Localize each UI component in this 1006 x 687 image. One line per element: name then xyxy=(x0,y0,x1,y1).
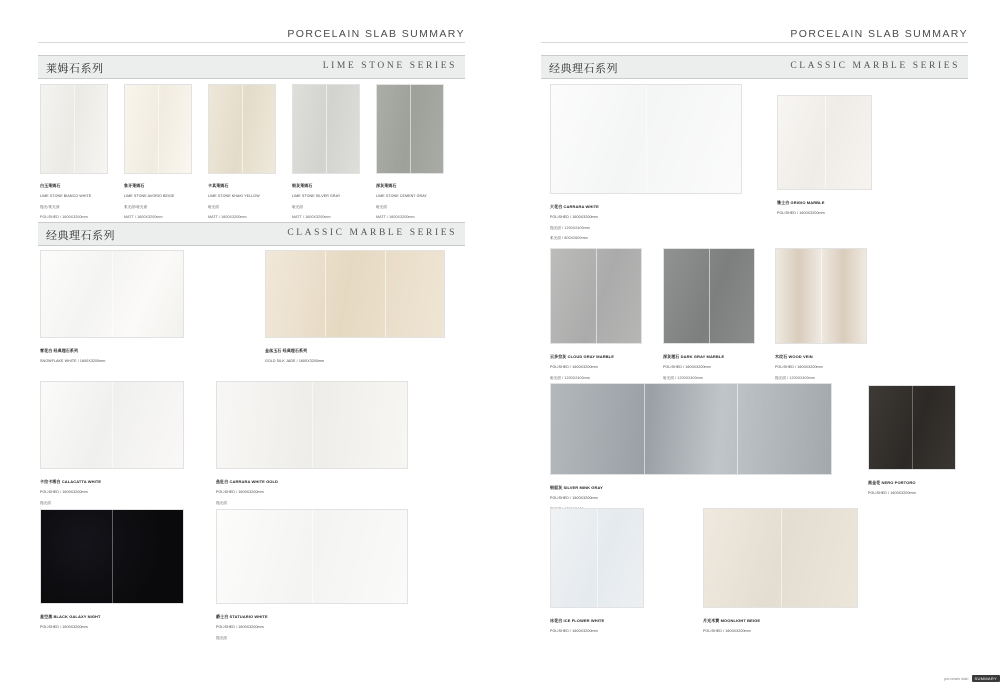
slab-caption: 雅士白 GRIGIO MARBLE POLISHED / 1600X3200mm xyxy=(777,200,825,216)
footer-chip: SUMMARY xyxy=(972,675,1000,682)
slab-image xyxy=(292,84,360,174)
slab-caption: 白玉莱姆石 LIME STONE BIANCO WHITE 抛光/柔光面 POLISHED / 1600X3200mm xyxy=(40,183,92,220)
footer-badge xyxy=(944,675,1000,682)
slab-caption: 云多拉灰 CLOUD GRAY MARBLE POLISHED / 1600X3200mm 哑光面 / 1200X2400mm xyxy=(550,354,614,380)
slab-tile[interactable] xyxy=(292,84,360,174)
slab-tile[interactable] xyxy=(40,509,184,604)
slab-caption: 大花白 CARRARA WHITE POLISHED / 1600X3200mm 抛光面 / 1200X2400mm 柔光面 / 800X2600mm xyxy=(550,204,599,241)
slab-caption: 象牙莱姆石 LIME STONE AVORIO BEIGE 柔光面/哑光面 MATT / 1600X3200mm xyxy=(124,183,175,220)
page-header-left: PORCELAIN SLAB SUMMARY xyxy=(287,28,465,40)
section-title-cn: 莱姆石系列 xyxy=(46,63,104,75)
slab-tile[interactable] xyxy=(703,508,858,608)
slab-tile[interactable] xyxy=(775,248,867,344)
page-right xyxy=(503,0,1006,687)
slab-image xyxy=(663,248,755,344)
slab-tile[interactable] xyxy=(868,385,956,470)
section-title-cn: 经典理石系列 xyxy=(46,230,115,242)
slab-image xyxy=(208,84,276,174)
slab-tile[interactable] xyxy=(550,248,642,344)
section-classic-marble-right xyxy=(541,55,968,79)
slab-image xyxy=(40,509,184,604)
slab-tile[interactable] xyxy=(208,84,276,174)
section-classic-marble-left xyxy=(38,222,465,246)
slab-caption: 月光米黄 MOONLIGHT BEIGE POLISHED / 1600X3200mm xyxy=(703,618,761,634)
slab-image xyxy=(376,84,444,174)
section-band-classic-marble xyxy=(38,222,465,246)
slab-tile[interactable] xyxy=(216,509,408,604)
slab-image xyxy=(703,508,858,608)
section-limestone xyxy=(38,55,465,79)
slab-tile[interactable] xyxy=(376,84,444,174)
slab-tile[interactable] xyxy=(777,95,872,190)
section-band-limestone xyxy=(38,55,465,79)
slab-image xyxy=(550,383,832,475)
slab-image xyxy=(775,248,867,344)
section-title-en: LIME STONE SERIES xyxy=(322,61,457,71)
section-title-en: CLASSIC MARBLE SERIES xyxy=(790,61,960,71)
slab-image xyxy=(550,248,642,344)
slab-image xyxy=(40,250,184,338)
slab-tile[interactable] xyxy=(265,250,445,338)
slab-image xyxy=(40,381,184,469)
slab-tile[interactable] xyxy=(550,84,742,194)
slab-tile[interactable] xyxy=(216,381,408,469)
slab-tile[interactable] xyxy=(663,248,755,344)
slab-tile[interactable] xyxy=(550,508,644,608)
slab-caption: 卡其莱姆石 LIME STONE KHAKI YELLOW 哑光面 MATT / 1600X3200mm xyxy=(208,183,260,220)
header-rule-right xyxy=(541,42,968,43)
slab-image xyxy=(868,385,956,470)
slab-tile[interactable] xyxy=(40,84,108,174)
slab-caption: 深灰莱姆石 LIME STONE CEMENT GRAY 哑光面 MATT / 1600X3200mm xyxy=(376,183,427,220)
slab-caption: 雪花白 经典理石系列 SNOWFLAKE WHITE / 1600X3200mm xyxy=(40,348,106,364)
slab-caption: 金丝玉石 经典理石系列 GOLD SILK JADE / 1600X3200mm xyxy=(265,348,325,364)
slab-caption: 黑金花 NERO PORTORO POLISHED / 1600X3200mm xyxy=(868,480,916,496)
footer-note: porcelain slab xyxy=(943,676,969,681)
header-rule-left xyxy=(38,42,465,43)
slab-caption: 深灰理石 DARK GRAY MARBLE POLISHED / 1600X3200mm 哑光面 / 1200X2400mm xyxy=(663,354,725,380)
slab-caption: 星空黑 BLACK GALAXY NIGHT POLISHED / 1600X3200mm xyxy=(40,614,101,630)
page-header-right: PORCELAIN SLAB SUMMARY xyxy=(790,28,968,40)
slab-image xyxy=(777,95,872,190)
slab-image xyxy=(265,250,445,338)
slab-caption: 银貂灰 SILVER MINK GRAY POLISHED / 1600X3200mm xyxy=(550,485,603,501)
slab-caption: 银灰莱姆石 LIME STONE SILVER GRAY 哑光面 MATT / 1600X3200mm xyxy=(292,183,341,220)
slab-caption: 冰花白 ICE FLOWER WHITE POLISHED / 1600X3200mm xyxy=(550,618,605,634)
slab-caption: 爵士白 STATUARIO WHITE POLISHED / 1600X3200mm 抛光面 xyxy=(216,614,268,640)
slab-tile[interactable] xyxy=(40,250,184,338)
section-title-cn: 经典理石系列 xyxy=(549,63,618,75)
slab-image xyxy=(216,381,408,469)
slab-image xyxy=(550,84,742,194)
section-band-classic-marble xyxy=(541,55,968,79)
slab-caption: 卡拉卡塔白 CALACATTA WHITE POLISHED / 1600X3200mm 抛光面 xyxy=(40,479,102,505)
slab-tile[interactable] xyxy=(124,84,192,174)
slab-tile[interactable] xyxy=(40,381,184,469)
slab-tile[interactable] xyxy=(550,383,832,475)
slab-image xyxy=(550,508,644,608)
slab-caption: 鱼肚白 CARRARA WHITE GOLD POLISHED / 1600X3200mm 抛光面 xyxy=(216,479,279,505)
slab-image xyxy=(216,509,408,604)
slab-image xyxy=(124,84,192,174)
section-title-en: CLASSIC MARBLE SERIES xyxy=(287,228,457,238)
slab-caption: 木纹石 WOOD VEIN POLISHED / 1600X3200mm 抛光面 / 1200X2400mm xyxy=(775,354,823,380)
slab-image xyxy=(40,84,108,174)
